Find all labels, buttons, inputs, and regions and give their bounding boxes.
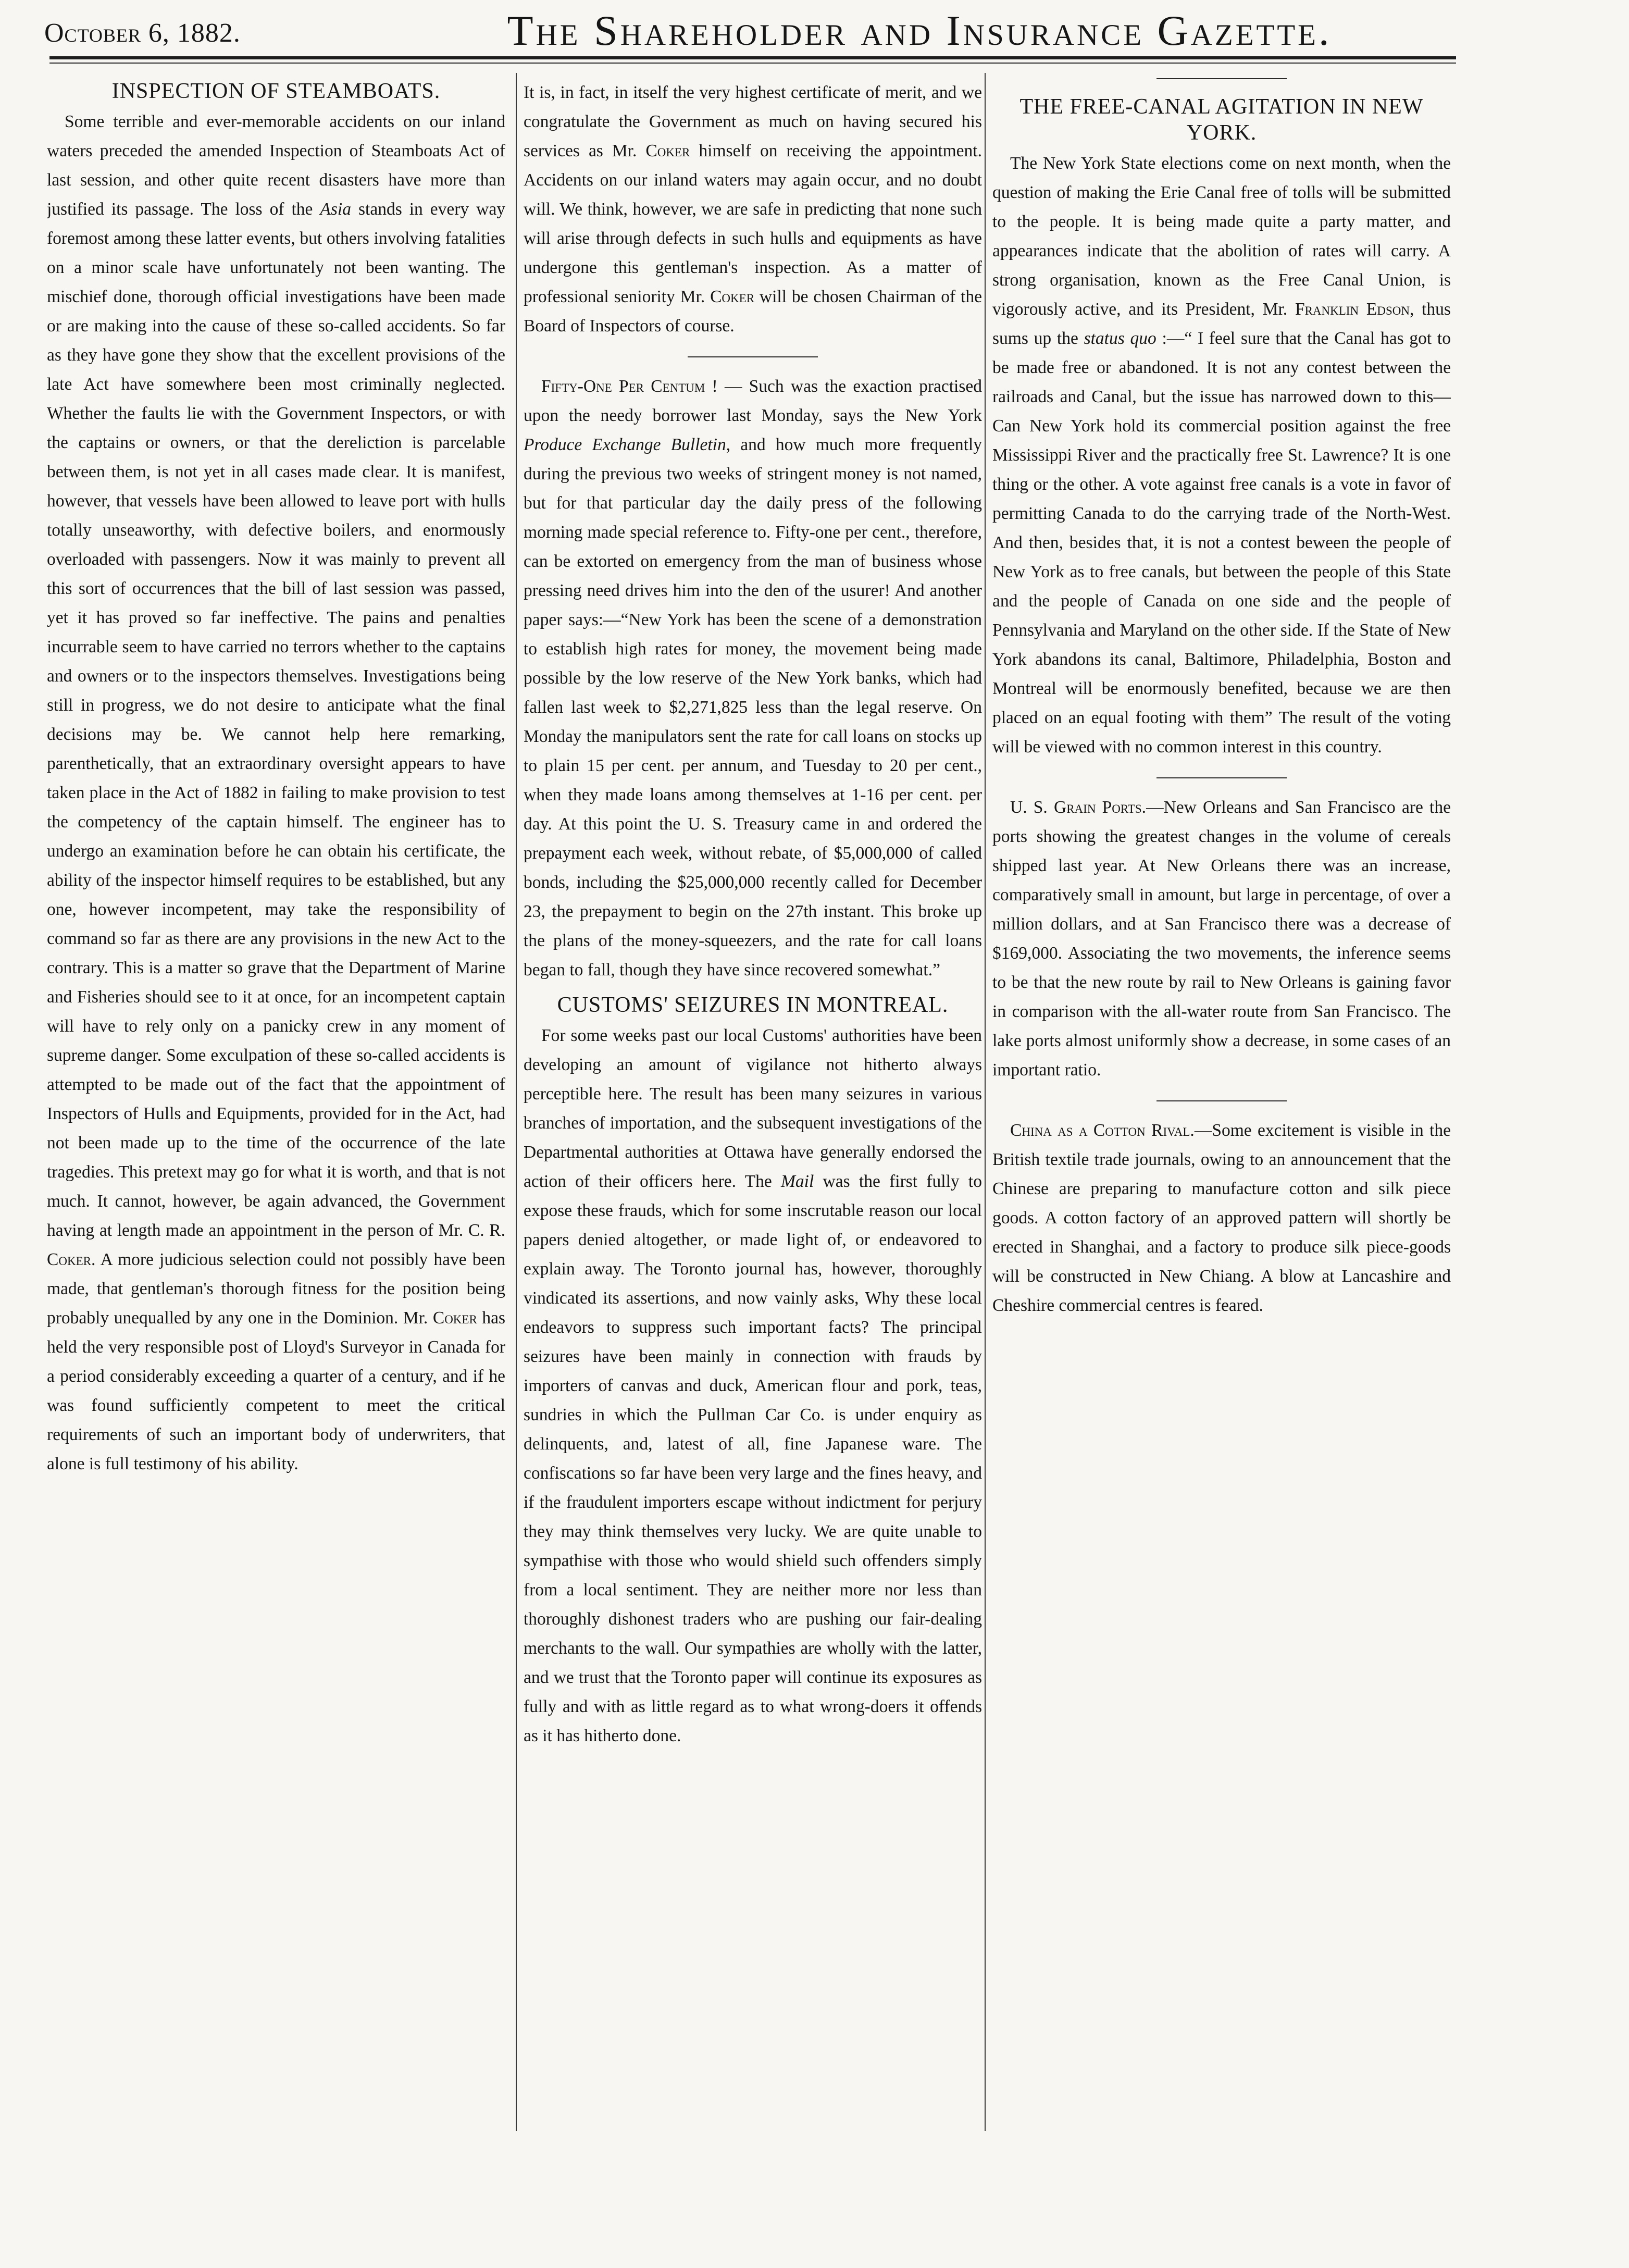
section-rule (1157, 1100, 1287, 1101)
article-body-steamboats: Some terrible and ever-memorable accidents on our inland waters preceded the amended Inspection of Steamboats Act of last session, and other quite recent disasters have more than justified its passage. The loss of the Asia stands in every way foremost among these latter events, but others involving fatalities on a minor scale have unfortunately not been wanting. The mischief done, thorough official investigations have been made or are making into the cause of these so-called accidents. So far as they have gone they show that the excellent provisions of the late Act have somewhere been most criminally neglected. Whether the faults lie with the Government Inspectors, or with the captains or owners, or that the dereliction is parcelable between them, is not yet in all cases made clear. It is manifest, however, that vessels have been allowed to leave port with hulls totally unseaworthy, with defective boilers, and enormously overloaded with passengers. Now it was mainly to prevent all this sort of occurrences that the bill of last session was passed, yet it has proved so far ineffective. The pains and penalties incurrable seem to have carried no terrors whether to the captains and owners or to the inspectors themselves. Investigations being still in progress, we do not desire to anticipate what the final decisions may be. We cannot help here remarking, parenthetically, that an extraordinary oversight appears to have taken place in the Act of 1882 in failing to make provision to test the competency of the captain himself. The engineer has to undergo an examination before he can obtain his certificate, the ability of the inspector himself requires to be established, but any one, however incompetent, may take the responsibility of command so far as there are any provisions in the new Act to the contrary. This is a matter so grave that the Department of Marine and Fisheries should see to it at once, for an incompetent captain will have to rely only on a panicky crew in any moment of supreme danger. Some exculpation of these so-called accidents is attempted to be made out of the fact that the appointment of Inspectors of Hulls and Equipments, provided for in the Act, had not been made up to the time of the occurrence of the late tragedies. This pretext may go for what it is worth, and that is not much. It cannot, however, be again advanced, the Government having at length made an appointment in the person of Mr. C. R. Coker. A more judicious selection could not possibly have been made, that gentleman's thorough fitness for the position being probably unequalled by any one in the Dominion. Mr. Coker has held the very responsible post of Lloyd's Surveyor in Canada for a period considerably exceeding a quarter of a century, and if he was found sufficiently competent to meet the critical requirements of such an important body of underwriters, that alone is full testimony of his ability. (47, 112, 505, 1473)
column-3 (992, 78, 1451, 2240)
column-2 (524, 78, 982, 2240)
publication-title: The Shareholder and Insurance Gazette. (507, 7, 1332, 54)
article-body-fifty-one: Fifty-One Per Centum ! — Such was the exaction practised upon the needy borrower last Monday, says the New York Produce Exchange Bulletin, and how much more frequently during the previous two weeks of stringent money is not named, but for that particular day the daily press of the following morning made special reference to. Fifty-one per cent., therefore, can be extorted on emergency from the man of business whose pressing need drives him into the den of the usurer! And another paper says:—“New York has been the scene of a demonstration to establish high rates for money, the movement being made possible by the low reserve of the New York banks, which had fallen last week to $2,271,825 less than the legal reserve. On Monday the manipulators sent the rate for call loans on stocks up to plain 15 per cent. per annum, and Tuesday to 20 per cent., when they made loans among themselves at 1-16 per cent. per day. At this point the U. S. Treasury came in and ordered the prepayment each week, without rebate, of $5,000,000 of called bonds, including the $25,000,000 recently called for December 23, the prepayment to begin on the 27th instant. This broke up the plans of the money-squeezers, and the rate for call loans began to fall, though they have since recovered somewhat.” (524, 377, 982, 980)
article-heading-steamboats: INSPECTION OF STEAMBOATS. (111, 79, 441, 103)
section-rule (688, 356, 818, 357)
article-body-china: China as a Cotton Rival.—Some excitement is visible in the British textile trade journals, owing to an announcement that the Chinese are preparing to manufacture cotton and silk piece goods. A cotton factory of an approved pattern will shortly be erected in Shanghai, and a factory to produce silk piece-goods will be constructed in New Chiang. A blow at Lancashire and Cheshire commercial centres is feared. (992, 1121, 1451, 1315)
article-heading-canal: THE FREE-CANAL AGITATION IN NEW YORK. (1019, 95, 1424, 145)
column-divider (516, 73, 517, 2131)
article-heading-customs: CUSTOMS' SEIZURES IN MONTREAL. (557, 993, 949, 1017)
issue-date: October 6, 1882. (44, 18, 241, 48)
article-body-grain: U. S. Grain Ports.—New Orleans and San Francisco are the ports showing the greatest changes in the volume of cereals shipped last year. At New Orleans there was an increase, comparatively small in amount, but large in percentage, of over a million dollars, and at San Francisco there was a decrease of $169,000. Associating the two movements, the inference seems to be that the new route by rail to New Orleans is gaining favor in comparison with the all-water route from San Francisco. The lake ports almost uniformly show a decrease, in some cases of an important ratio. (992, 798, 1451, 1080)
article-body-canal: The New York State elections come on next month, when the question of making the Erie Canal free of tolls will be submitted to the people. It is being made quite a party matter, and appearances indicate that the abolition of rates will carry. A strong organisation, known as the Free Canal Union, is vigorously active, and its President, Mr. Franklin Edson, thus sums up the status quo :—“ I feel sure that the Canal has got to be made free or abandoned. It is not any contest between the railroads and Canal, but the issue has narrowed down to this—Can New York hold its commercial position against the free Mississippi River and the practically free St. Lawrence? It is one thing or the other. A vote against free canals is a vote in favor of permitting Canada to do the carrying trade of the North-West. And then, besides that, it is not a contest beween the people of New York as to free canals, but between the people of this State and the people of Canada on one side and the people of Pennsylvania and Maryland on the other side. If the State of New York abandons its canal, Baltimore, Philadelphia, Boston and Montreal will be enormously benefited, because we are then placed on an equal footing with them” The result of the voting will be viewed with no common interest in this country. (992, 154, 1451, 757)
section-rule (1157, 78, 1287, 79)
column-divider (985, 73, 986, 2131)
article-body-steamboats-continued: It is, in fact, in itself the very highest certificate of merit, and we congratulate the Government as much on having secured his services as Mr. Coker himself on receiving the appointment. Accidents on our inland waters may again occur, and no doubt will. We think, however, we are safe in predicting that none such will arise through defects in such hulls and equipments as have undergone this gentleman's inspection. As a matter of professional seniority Mr. Coker will be chosen Chairman of the Board of Inspectors of course. (524, 83, 982, 336)
article-body-customs: For some weeks past our local Customs' authorities have been developing an amount of vigilance not hitherto always perceptible here. The result has been many seizures in various branches of importation, and the subsequent investigations of the Departmental authorities at Ottawa have generally endorsed the action of their officers here. The Mail was the first fully to expose these frauds, which for some inscrutable reason our local papers denied altogether, or made light of, or endeavored to explain away. The Toronto journal has, however, thoroughly vindicated its assertions, and now vainly asks, Why these local endeavors to suppress such important facts? The principal seizures have been mainly in connection with frauds by importers of canvas and duck, American flour and pork, teas, sundries in which the Pullman Car Co. is under enquiry as delinquents, and, latest of all, fine Japanese ware. The confiscations so far have been very large and the fines heavy, and if the fraudulent importers escape without indictment for perjury they may think themselves very lucky. We are quite unable to sympathise with those who would shield such offenders simply from a local sentiment. They are neither more nor less than thoroughly dishonest traders who are pushing our fair-dealing merchants to the wall. Our sympathies are wholly with the latter, and we trust that the Toronto paper will continue its exposures as fully and with as little regard as to what wrong-doers it offends as it has hitherto done. (524, 1026, 982, 1745)
section-rule (1157, 777, 1287, 778)
masthead-rule-thin (49, 63, 1456, 64)
masthead-rule (49, 56, 1456, 59)
column-1 (47, 78, 505, 2240)
masthead (44, 6, 1461, 54)
